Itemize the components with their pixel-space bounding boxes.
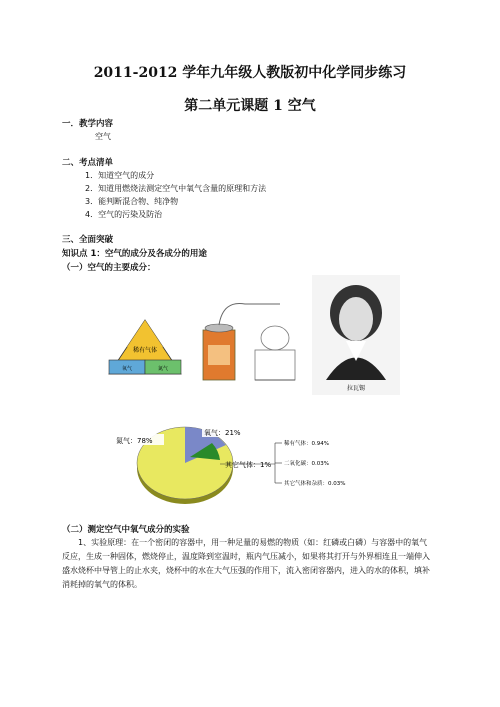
section-1-heading: 一．教学内容 xyxy=(62,119,114,129)
lavoisier-apparatus-illustration xyxy=(105,290,305,390)
document-title: 2011-2012 学年九年级人教版初中化学同步练习 xyxy=(93,65,407,81)
side-label-carbon-dioxide: 二氧化碳：0.03% xyxy=(284,461,329,467)
list-item: 3．能判断混合物、纯净物 xyxy=(85,197,179,206)
portrait-caption: 拉瓦锡 xyxy=(346,385,366,392)
list-item: 4．空气的污染及防治 xyxy=(85,210,163,219)
list-item: 1．知道空气的成分 xyxy=(85,171,155,180)
subsection-heading-2: （二）测定空气中氧气成分的实验 xyxy=(62,525,190,535)
pyramid-top-label: 稀有气体 xyxy=(132,347,158,354)
pie-label-other-gases: 其它气体：1% xyxy=(225,461,272,469)
section-2-heading: 二、考点清单 xyxy=(62,158,114,168)
pie-label-oxygen: 氧气：21% xyxy=(204,429,241,437)
pyramid-left-label: 氧气 xyxy=(121,366,133,372)
section-3-heading: 三、全面突破 xyxy=(62,235,114,245)
experiment-principle-paragraph: 1、实验原理：在一个密闭的容器中，用一种足量的易燃的物质（如：红磷或白磷）与容器中的氧气反应，生成一种固体，燃烧停止，温度降到室温时，瓶内气压减小，如果将其打开与外界相连且一端伸入盛水烧杯中导管上的止水夹，烧杯中的水在大气压强的作用下，流入密闭容器内，进入的水的体积，填补消耗掉的氧气的体积。 xyxy=(62,538,430,589)
document-subtitle: 第二单元课题 1 空气 xyxy=(184,98,316,114)
pie-label-nitrogen: 氮气：78% xyxy=(116,437,153,445)
air-composition-pie-figure xyxy=(110,415,360,505)
section-1-item: 空气 xyxy=(95,132,111,141)
lavoisier-portrait xyxy=(312,275,400,395)
list-item: 2．知道用燃烧法测定空气中氧气含量的原理和方法 xyxy=(85,184,267,193)
subsection-heading: （一）空气的主要成分： xyxy=(62,263,156,273)
pyramid-right-label: 氮气 xyxy=(157,366,169,372)
knowledge-point-heading: 知识点 1：空气的成分及各成分的用途 xyxy=(62,249,207,259)
side-label-impurities: 其它气体和杂质：0.03% xyxy=(284,481,346,487)
side-label-noble-gases: 稀有气体：0.94% xyxy=(284,441,329,447)
